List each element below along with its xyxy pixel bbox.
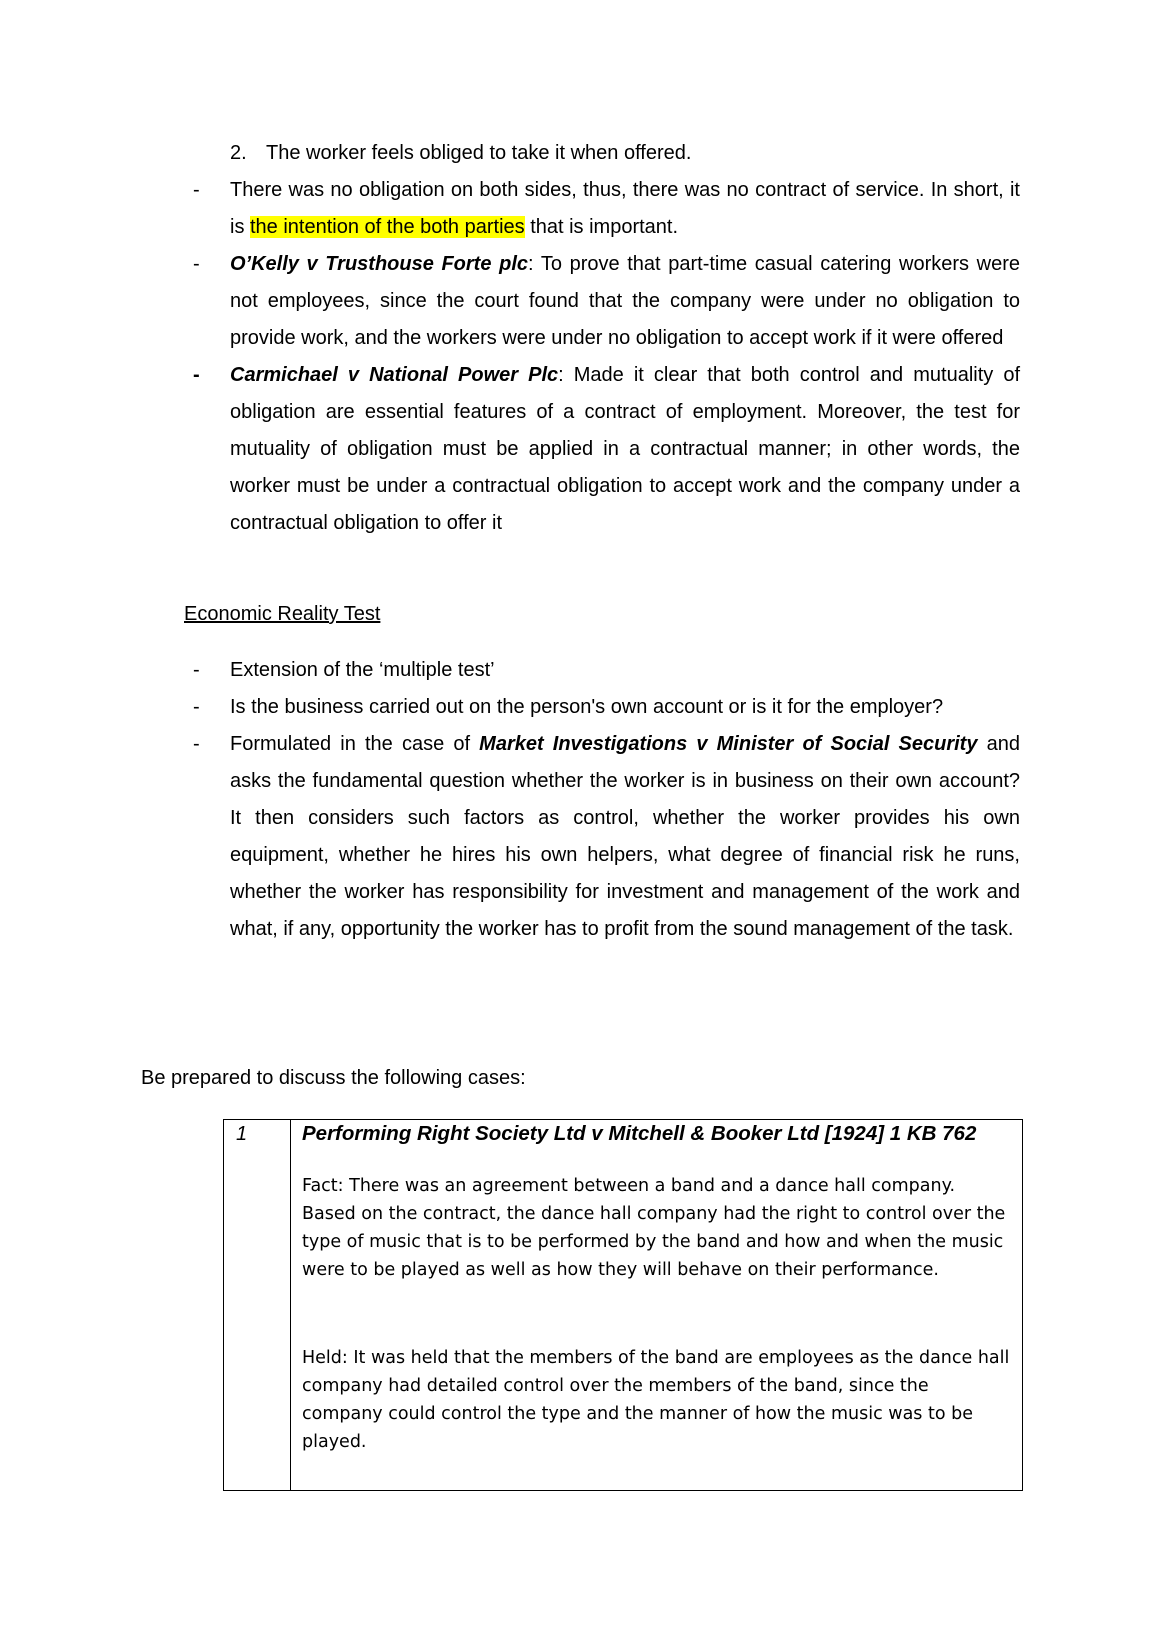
dash-bullet: - bbox=[193, 179, 200, 201]
dash-bullet: - bbox=[193, 659, 200, 681]
bullet-text: and asks the fundamental question whether the worker is in business on their own account? It then considers such factors as control, whether the worker provides his own equipment, whether he hires his own helpers, what degree of financial risk he runs, whether the worker has responsibility for investment and management of the work and what, if any, opportunity the worker has to profit from the sound management of the task. bbox=[230, 733, 1020, 940]
list-item bbox=[190, 689, 1020, 726]
bullet-text: Extension of the ‘multiple test’ bbox=[230, 659, 495, 681]
case-name: Market Investigations v Minister of Social Security bbox=[479, 733, 978, 755]
dash-bullet: - bbox=[193, 696, 200, 718]
table-row bbox=[224, 1120, 1023, 1491]
bullet-list-economic-reality bbox=[190, 652, 1020, 948]
dash-bullet: - bbox=[193, 253, 200, 275]
list-item bbox=[190, 652, 1020, 689]
case-name: Carmichael v National Power Plc bbox=[230, 364, 559, 386]
bullet-text: that is important. bbox=[524, 216, 679, 238]
case-details-cell bbox=[291, 1120, 1023, 1491]
case-name: O’Kelly v Trusthouse Forte plc bbox=[230, 253, 528, 275]
highlighted-text: the intention of the both parties bbox=[250, 216, 525, 238]
list-item bbox=[190, 246, 1020, 357]
case-fact: Fact: There was an agreement between a band and a dance hall company. Based on the contract, the dance hall company had the right to control over the type of music that is to be performed by the band and how and when the music were to be played as well as how they will behave on their performance. bbox=[302, 1176, 1006, 1280]
list-item bbox=[190, 357, 1020, 542]
list-item bbox=[190, 172, 1020, 246]
intro-paragraph: Be prepared to discuss the following cases: bbox=[141, 1067, 526, 1089]
case-number: 1 bbox=[224, 1120, 291, 1491]
case-held: Held: It was held that the members of the band are employees as the dance hall company had detailed control over the members of the band, since the company could control the type and the manner of how the music was to be played. bbox=[302, 1348, 1010, 1452]
bullet-text: There was no obligation on both sides, thus, there was no contract of service. In short, it is bbox=[230, 179, 1020, 238]
section-heading: Economic Reality Test bbox=[184, 603, 381, 625]
dash-bullet: - bbox=[193, 733, 200, 755]
bullet-text: : To prove that part-time casual catering workers were not employees, since the court found that the company were under no obligation to provide work, and the workers were under no obligation to accept work if it were offered bbox=[230, 253, 1020, 349]
case-title: Performing Right Society Ltd v Mitchell & Booker Ltd [1924] 1 KB 762 bbox=[302, 1122, 977, 1145]
bullet-list-mutuality bbox=[190, 172, 1020, 542]
bullet-text: Is the business carried out on the person's own account or is it for the employer? bbox=[230, 696, 944, 718]
case-table bbox=[223, 1119, 1023, 1491]
bullet-text: Formulated in the case of bbox=[230, 733, 480, 755]
list-number: 2. bbox=[230, 142, 247, 164]
list-item-text: The worker feels obliged to take it when offered. bbox=[266, 142, 692, 164]
numbered-list-item bbox=[230, 139, 691, 167]
dash-bullet: - bbox=[193, 364, 200, 386]
list-item bbox=[190, 726, 1020, 948]
bullet-text: : Made it clear that both control and mutuality of obligation are essential features of a contract of employment. Moreover, the test for mutuality of obligation must be applied in a contractual manner; in other words, the worker must be under a contractual obligation to accept work and the company under a contractual obligation to offer it bbox=[230, 364, 1021, 534]
